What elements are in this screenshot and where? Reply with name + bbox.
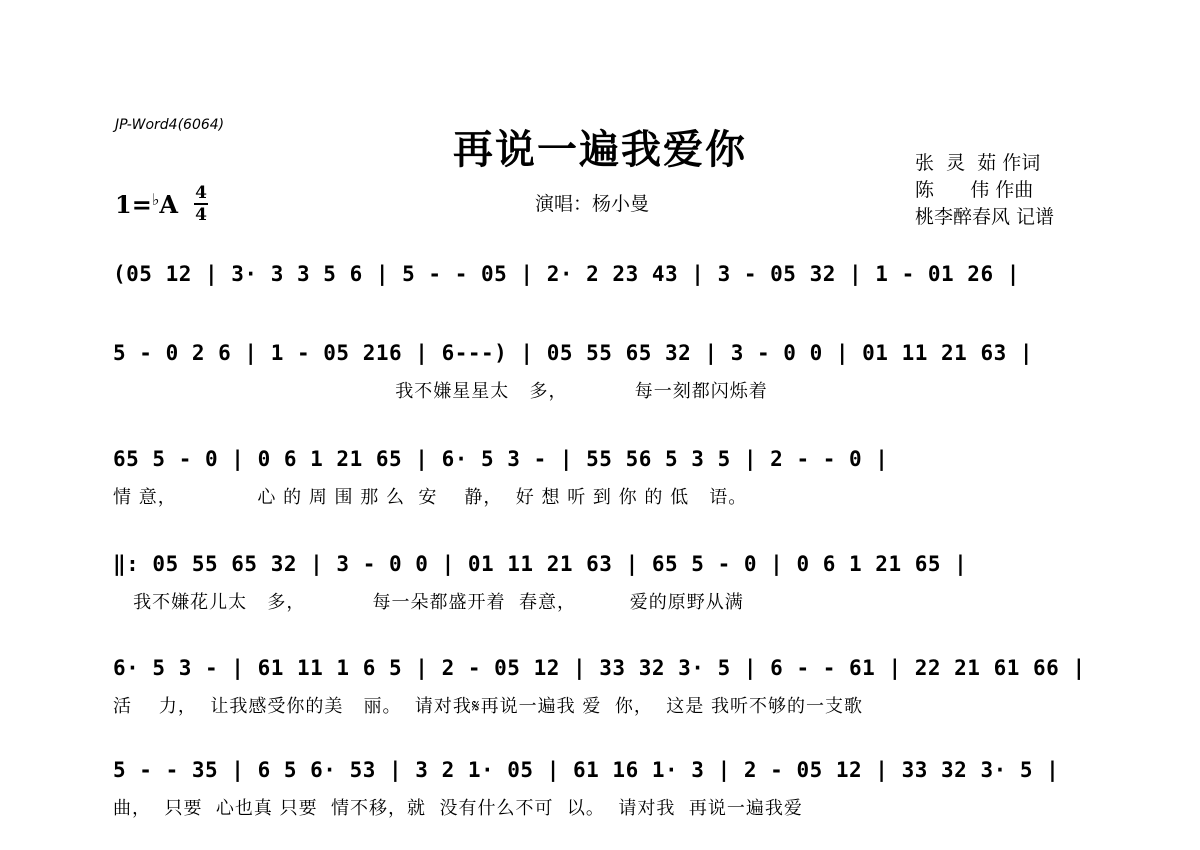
key-note: A	[159, 190, 178, 219]
key-prefix: 1=	[115, 190, 152, 219]
time-signature-top: 4	[195, 183, 207, 203]
time-signature	[194, 184, 208, 224]
lyric-line: 活 力， 让我感受你的美 丽。 请对我𝄋再说一遍我 爱 你， 这是 我听不够的一支歌	[113, 696, 864, 717]
lyric-line: 曲， 只要 心也真 只要 情不移，就 没有什么不可 以。 请对我 再说一遍我爱	[113, 798, 803, 819]
lyric-line: 我不嫌花儿太 多， 每一朵都盛开着 春意， 爱的原野从满	[113, 592, 744, 613]
flat-symbol: ♭	[151, 190, 160, 209]
time-signature-bottom: 4	[195, 205, 207, 225]
notation-line: (05 12 | 3· 3 3 5 6 | 5 - - 05 | 2· 2 23 43 | 3 - 05 32 | 1 - 01 26 |	[113, 262, 1020, 286]
credits	[915, 150, 1054, 231]
notation-line: ‖: 05 55 65 32 | 3 - 0 0 | 01 11 21 63 | 65 5 - 0 | 0 6 1 21 65 |	[113, 552, 968, 576]
notation-line: 6· 5 3 - | 61 11 1 6 5 | 2 - 05 12 | 33 32 3· 5 | 6 - - 61 | 22 21 61 66 |	[113, 656, 1086, 680]
key-signature	[115, 190, 178, 219]
notation-line: 5 - 0 2 6 | 1 - 05 216 | 6---) | 05 55 65 32 | 3 - 0 0 | 01 11 21 63 |	[113, 341, 1034, 365]
lyricist-credit: 张 灵 茹 作词	[915, 152, 1041, 174]
transcriber-credit: 桃李醉春风 记谱	[915, 206, 1055, 228]
source-label: JP-Word4(6064)	[115, 117, 225, 133]
composer-credit: 陈 伟 作曲	[915, 179, 1034, 201]
singer-credit: 演唱：杨小曼	[535, 193, 650, 215]
notation-line: 5 - - 35 | 6 5 6· 53 | 3 2 1· 05 | 61 16 1· 3 | 2 - 05 12 | 33 32 3· 5 |	[113, 758, 1060, 782]
lyric-line: 情 意， 心 的 周 围 那 么 安 静， 好 想 听 到 你 的 低 语。	[113, 487, 748, 508]
lyric-line: 我不嫌星星太 多， 每一刻都闪烁着	[113, 381, 768, 402]
notation-line: 65 5 - 0 | 0 6 1 21 65 | 6· 5 3 - | 55 56 5 3 5 | 2 - - 0 |	[113, 447, 889, 471]
song-title: 再说一遍我爱你	[453, 126, 747, 173]
